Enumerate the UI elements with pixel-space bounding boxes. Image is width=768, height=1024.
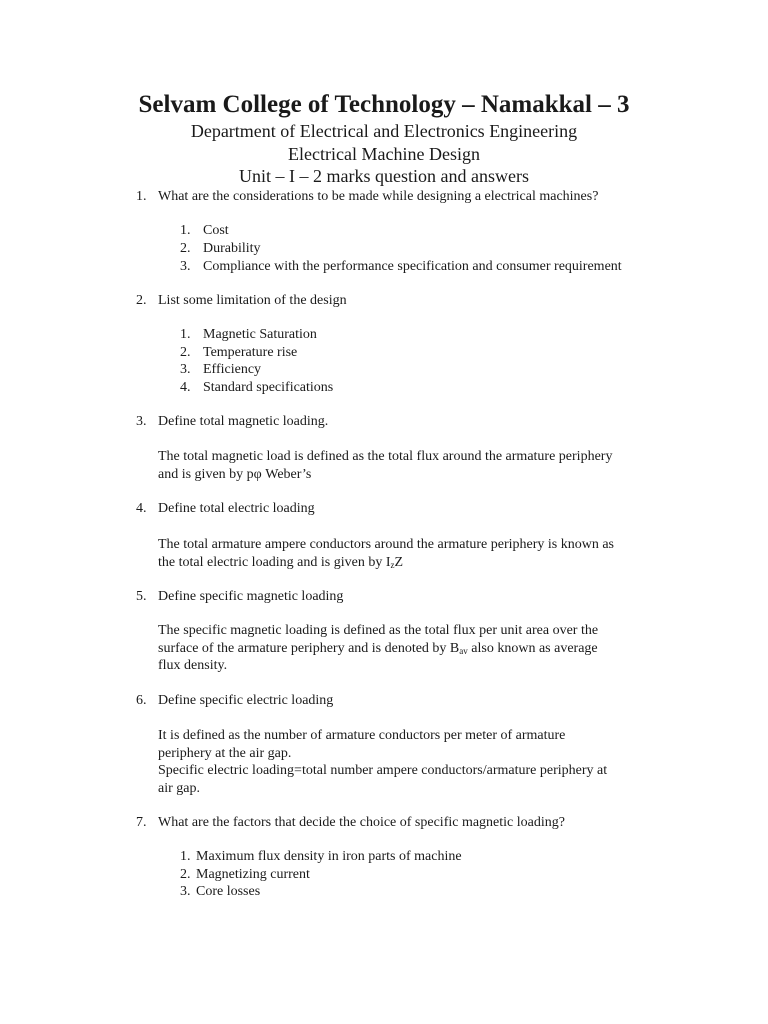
question-text: What are the factors that decide the choice of specific magnetic loading? xyxy=(158,815,565,830)
question-text: Define specific electric loading xyxy=(158,693,334,708)
answer-text: also known as average xyxy=(467,640,598,656)
item-text: Maximum flux density in iron parts of machine xyxy=(196,849,462,864)
subscript: z xyxy=(390,559,395,570)
subject-title: Electrical Machine Design xyxy=(288,144,480,164)
item-number: 2. xyxy=(180,345,191,360)
item-number: 2. xyxy=(180,867,191,882)
answer-line: flux density. xyxy=(158,658,228,673)
answer-line: air gap. xyxy=(158,780,200,796)
answer-line xyxy=(158,554,614,572)
item-number: 3. xyxy=(180,362,191,377)
answer-line: and is given by pφ Weber’s xyxy=(158,466,312,482)
question-number: 2. xyxy=(136,293,147,308)
item-text: Cost xyxy=(203,223,229,238)
item-text: Efficiency xyxy=(203,362,262,377)
answer-text: the total electric loading and is given by I xyxy=(158,554,391,570)
question-number: 7. xyxy=(136,815,147,830)
item-number: 3. xyxy=(180,884,191,899)
item-number: 3. xyxy=(180,259,191,274)
item-number: 2. xyxy=(180,241,191,256)
item-number: 1. xyxy=(180,223,191,238)
answer-paragraph xyxy=(158,536,614,571)
question-text: Define specific magnetic loading xyxy=(158,589,344,604)
unit-title: Unit – I – 2 marks question and answers xyxy=(239,166,529,186)
question-number: 6. xyxy=(136,693,147,708)
answer-paragraph xyxy=(158,622,598,675)
question-number: 5. xyxy=(136,589,147,604)
answer-line: Specific electric loading=total number ampere conductors/armature periphery at xyxy=(158,763,608,778)
item-text: Durability xyxy=(203,241,261,256)
question-text: What are the considerations to be made while designing a electrical machines? xyxy=(158,189,599,204)
item-text: Temperature rise xyxy=(203,345,298,360)
question-number: 1. xyxy=(136,189,147,204)
question-number: 3. xyxy=(136,414,147,429)
question-text: Define total electric loading xyxy=(158,501,315,516)
answer-line: The total magnetic load is defined as the total flux around the armature periphery xyxy=(158,449,613,464)
answer-line: The total armature ampere conductors around the armature periphery is known as xyxy=(158,537,614,552)
answer-line: The specific magnetic loading is defined as the total flux per unit area over the xyxy=(158,623,599,638)
item-text: Magnetizing current xyxy=(196,867,310,882)
answer-paragraph xyxy=(158,448,612,483)
answer-text: surface of the armature periphery and is denoted by B xyxy=(158,640,460,656)
question-number: 4. xyxy=(136,501,147,516)
item-number: 1. xyxy=(180,849,191,864)
item-text: Magnetic Saturation xyxy=(203,327,317,342)
answer-line: It is defined as the number of armature conductors per meter of armature xyxy=(158,728,566,743)
answer-text: Z xyxy=(394,554,404,570)
item-number: 1. xyxy=(180,327,191,342)
item-text: Core losses xyxy=(196,884,261,899)
answer-paragraph xyxy=(158,727,607,797)
item-text: Standard specifications xyxy=(203,380,334,395)
subscript: av xyxy=(459,645,468,656)
college-title: Selvam College of Technology – Namakkal – 3 xyxy=(138,91,630,118)
answer-line xyxy=(158,640,598,658)
question-text: Define total magnetic loading. xyxy=(158,414,329,429)
item-number: 4. xyxy=(180,380,191,395)
question-text: List some limitation of the design xyxy=(158,293,347,308)
item-text: Compliance with the performance specification and consumer requirement xyxy=(203,259,622,274)
department-title: Department of Electrical and Electronics Engineering xyxy=(190,121,578,141)
answer-line: periphery at the air gap. xyxy=(158,745,292,761)
